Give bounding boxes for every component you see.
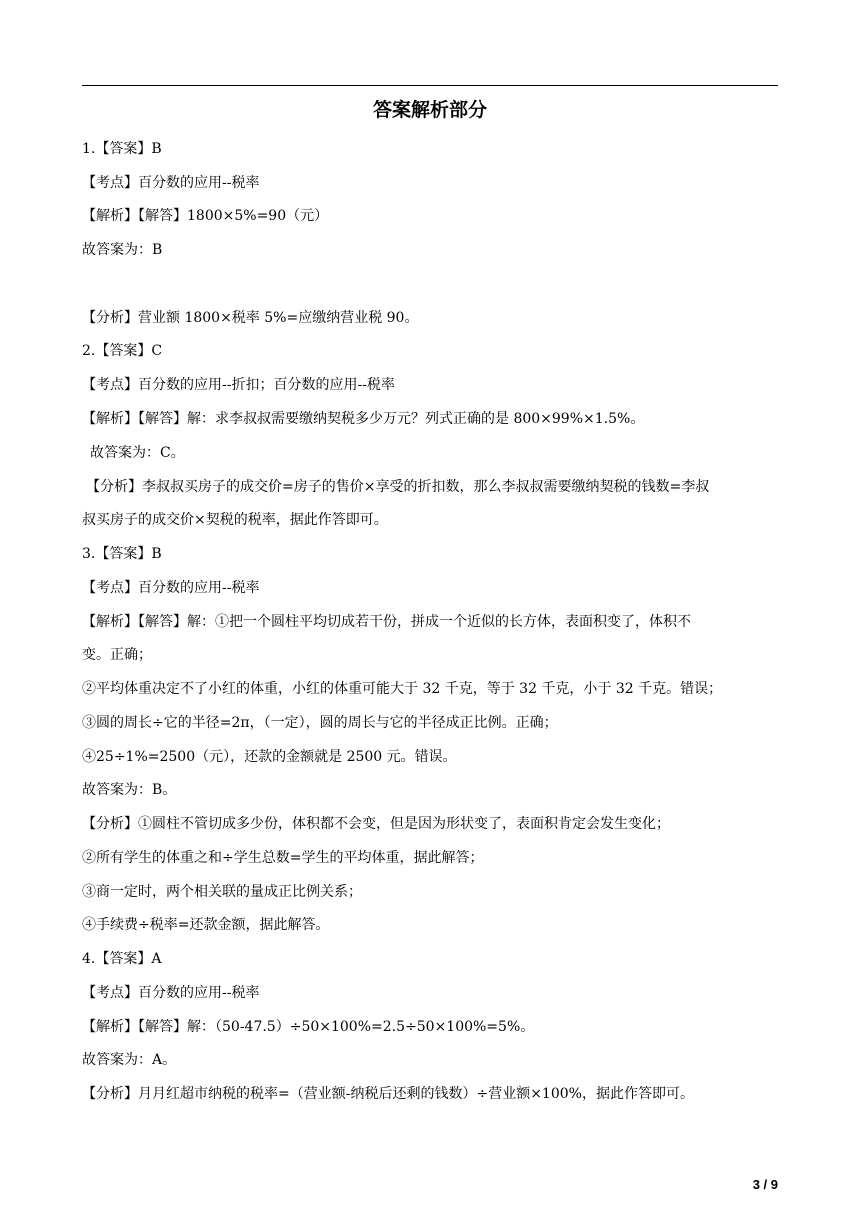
analysis-2-line-1: 【分析】李叔叔买房子的成交价=房子的售价×享受的折扣数，那么李叔叔需要缴纳契税的钱数=李叔	[86, 479, 710, 495]
solution-3-item-4: ④25÷1%=2500（元），还款的金额就是 2500 元。错误。	[82, 749, 457, 765]
conclusion-4: 故答案为：A。	[82, 1052, 177, 1068]
answer-2: 2.【答案】C	[82, 343, 163, 359]
solution-3-line-1: 【解析】【解答】解：①把一个圆柱平均切成若干份，拼成一个近似的长方体，表面积变了，体积不	[82, 614, 691, 630]
answer-1: 1.【答案】B	[82, 141, 162, 157]
solution-3-item-3: ③圆的周长÷它的半径=2π，（一定），圆的周长与它的半径成正比例。正确；	[82, 715, 558, 731]
solution-1: 【解析】【解答】1800×5%=90（元）	[82, 208, 329, 224]
page-number: 3 / 9	[752, 1177, 778, 1192]
answer-3: 3.【答案】B	[82, 546, 162, 562]
topic-3: 【考点】百分数的应用--税率	[82, 580, 260, 596]
analysis-3-item-3: ③商一定时，两个相关联的量成正比例关系；	[82, 884, 362, 900]
topic-4: 【考点】百分数的应用--税率	[82, 985, 260, 1001]
analysis-3-item-2: ②所有学生的体重之和÷学生总数=学生的平均体重，据此解答；	[82, 850, 484, 866]
page-title: 答案解析部分	[372, 99, 487, 121]
analysis-3-item-1: 【分析】①圆柱不管切成多少份，体积都不会变，但是因为形状变了，表面积肯定会发生变化；	[82, 816, 670, 832]
conclusion-3: 故答案为：B。	[82, 782, 177, 798]
solution-3-line-2: 变。正确；	[82, 647, 152, 663]
header-rule	[82, 85, 778, 86]
answer-4: 4.【答案】A	[82, 951, 162, 967]
analysis-2-line-2: 叔买房子的成交价×契税的税率，据此作答即可。	[82, 512, 388, 528]
topic-2: 【考点】百分数的应用--折扣；百分数的应用--税率	[82, 377, 395, 393]
analysis-3-item-4: ④手续费÷税率=还款金额，据此解答。	[82, 917, 330, 933]
analysis-1: 【分析】营业额 1800×税率 5%=应缴纳营业税 90。	[82, 310, 419, 326]
solution-3-item-2: ②平均体重决定不了小红的体重，小红的体重可能大于 32 千克，等于 32 千克，小于 32 千克。错误；	[82, 681, 723, 697]
conclusion-2: 故答案为：C。	[90, 445, 185, 461]
topic-1: 【考点】百分数的应用--税率	[82, 175, 260, 191]
analysis-4: 【分析】月月红超市纳税的税率=（营业额-纳税后还剩的钱数）÷营业额×100%，据此作答即可。	[82, 1086, 694, 1102]
conclusion-1: 故答案为：B	[82, 242, 163, 258]
solution-4: 【解析】【解答】解：（50-47.5）÷50×100%=2.5÷50×100%=5%。	[82, 1019, 535, 1035]
solution-2: 【解析】【解答】解：求李叔叔需要缴纳契税多少万元？列式正确的是 800×99%×1.5%。	[82, 411, 645, 427]
